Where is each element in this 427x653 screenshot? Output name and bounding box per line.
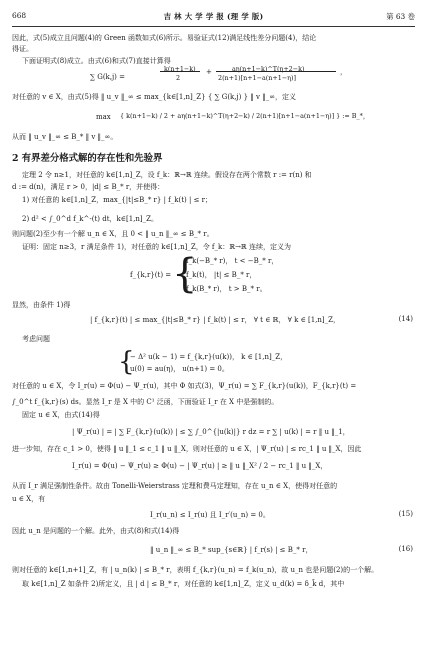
piecewise-case: f_k(−B_* r)， t < −B_* r， — [186, 257, 279, 265]
equation-max-label: max — [96, 113, 111, 121]
text-line: d := d(n)，满足 r > 0，|d| ≤ B_* r，并使得： — [12, 183, 165, 191]
equation-number: (14) — [398, 315, 413, 323]
fraction-denominator: 2(n+1)[n+1−a(n+1−η)] — [218, 74, 296, 82]
text-line: 得证。 — [12, 45, 33, 53]
piecewise-case: f_k(B_* r)， t > B_* r。 — [186, 285, 267, 293]
text-line: 对任意的 v ∈ X，由式(5)得 ‖ u_v ‖_∞ ≤ max_{k∈[1,n]_Z} { ∑ G(k,j) } ‖ v ‖_∞，定义 — [12, 93, 297, 101]
fraction-numerator: aη(n+1−k)^T(η+2−k) — [232, 65, 305, 73]
brace-symbol: { — [172, 251, 198, 297]
theorem-text: 定理 2 令 n≥1，对任意的 k∈[1,n]_Z，设 f_k：ℝ→ℝ 连续。假设存在两个常数 r := r(n) 和 — [22, 171, 312, 179]
text-line: 因此，式(5)成立且问题(4)的 Green 函数如式(6)所示。易验证式(12)满足线性差分问题(4)，结论 — [12, 34, 317, 42]
condition-2: 2) d² < ∫_0^d f_k^-(t) dt，k∈[1,n]_Z。 — [22, 215, 158, 223]
piecewise-case: f_k(t)， |t| ≤ B_* r， — [186, 271, 257, 279]
section-heading: 2 有界差分格式解的存在性和先验界 — [12, 153, 163, 164]
equation-green-sum: ∑ G(k,j) = — [90, 73, 126, 81]
bvp-boundary: u(0) = au(η)， u(n+1) = 0。 — [130, 365, 229, 373]
fraction-bar — [160, 71, 200, 72]
page-number: 668 — [12, 11, 27, 20]
plus-sign: + — [206, 68, 212, 76]
fraction-bar — [216, 71, 336, 72]
text-line: 固定 u ∈ X，由式(14)得 — [22, 411, 100, 419]
header-rule — [12, 26, 415, 27]
text-line: 下面证明式(8)成立。由式(6)和式(7)直接计算得 — [22, 57, 171, 65]
text-line: 因此 u_n 是问题的一个解。此外，由式(8)和式(14)得 — [12, 527, 180, 535]
condition-1: 1) 对任意的 k∈[1,n]_Z，max_{|t|≤B_* r} | f_k(t) | ≤ r； — [22, 196, 213, 204]
equation-bound: | f_{k,r}(t) | ≤ max_{|t|≤B_* r} | f_k(t) | ≤ r， ∀ t ∈ ℝ， ∀ k ∈ [1,n]_Z， — [90, 316, 341, 324]
equation-number: (16) — [398, 545, 413, 553]
volume-label: 第 63 卷 — [386, 12, 415, 21]
fraction-numerator: k(n+1−k) — [164, 65, 196, 73]
text-line: 进一步知，存在 c_1 > 0，使得 ‖ u ‖_1 ≤ c_1 ‖ u ‖_X，则对任意的 u ∈ X，| Ψ_r(u) | ≤ rc_1 ‖ u ‖_X，因此 — [12, 445, 362, 453]
piecewise-lhs: f_{k,r}(t) = — [130, 271, 172, 279]
brace-symbol: { — [118, 347, 135, 377]
text-line: 对任意的 u ∈ X，令 I_r(u) = Φ(u) − Ψ_r(u)，其中 Φ 如式(3)，Ψ_r(u) = ∑ F_{k,r}(u(k))，F_{k,r}(t) = — [12, 382, 357, 390]
fraction-denominator: 2 — [176, 74, 181, 82]
proof-text: 证明：固定 n≥3，r 满足条件 1)，对任意的 k∈[1,n]_Z，令 f_k：ℝ→ℝ 连续，定义为 — [22, 243, 291, 251]
text-line: 则问题(2)至少有一个解 u_n ∈ X，且 0 < ‖ u_n ‖_∞ ≤ B_* r。 — [12, 230, 214, 238]
equation-psi-bound: | Ψ_r(u) | = | ∑ F_{k,r}(u(k)) | ≤ ∑ ∫_0^{|u(k)|} r dz = r ∑ | u(k) | = r ‖ u ‖_1， — [72, 428, 350, 436]
text-line: 从而 ‖ u_v ‖_∞ ≤ B_* ‖ v ‖_∞。 — [12, 133, 118, 141]
text-line: 显然，由条件 1)得 — [12, 301, 71, 309]
text-line: 则对任意的 k∈[1,n+1]_Z，有 | u_n(k) | ≤ B_* r，表明 f_{k,r}(u_n) = f_k(u_n)，故 u_n 也是问题(2)的一个解。 — [12, 566, 379, 574]
equation-coercive: I_r(u) = Φ(u) − Ψ_r(u) ≥ Φ(u) − | Ψ_r(u) | ≥ ‖ u ‖_X² / 2 − rc_1 ‖ u ‖_X， — [72, 462, 328, 470]
punctuation: ， — [340, 68, 347, 76]
equation-minimizer: I_r(u_n) ≤ I_r(u) 且 I_r′(u_n) = 0。 — [150, 511, 270, 519]
bvp-equation: − Δ² u(k − 1) = f_{k,r}(u(k))， k ∈ [1,n]_Z， — [130, 353, 288, 361]
text-line: 从而 I_r 满足强制性条件。故由 Tonelli-Weierstrass 定理和费马定理知，存在 u_n ∈ X，使得对任意的 — [12, 482, 338, 490]
text-line: u ∈ X，有 — [12, 495, 46, 503]
equation-number: (15) — [398, 510, 413, 518]
text-line: 考虑问题 — [22, 335, 50, 343]
text-line: ∫_0^t f_{k,r}(s) ds。显然 I_r 是 X 中的 C¹ 泛函，下面验证 I_r 在 X 中是强制的。 — [12, 398, 279, 406]
equation-bstar: { k(n+1−k) / 2 + aη(n+1−k)^T(η+2−k) / 2(n+1)[n+1−a(n+1−η)] } := B_*， — [120, 112, 370, 120]
journal-title: 吉 林 大 学 学 报 (理 学 版) — [163, 12, 264, 21]
equation-a-priori: ‖ u_n ‖_∞ ≤ B_* sup_{s∈ℝ} | f_r(s) | ≤ B_* r， — [150, 546, 313, 554]
text-line: 取 k∈[1,n]_Z 如条件 2)所定义，且 | d | ≤ B_* r，对任意的 k∈[1,n]_Z，定义 u_d(k) = δ_k̄ d，其中 — [22, 580, 345, 588]
